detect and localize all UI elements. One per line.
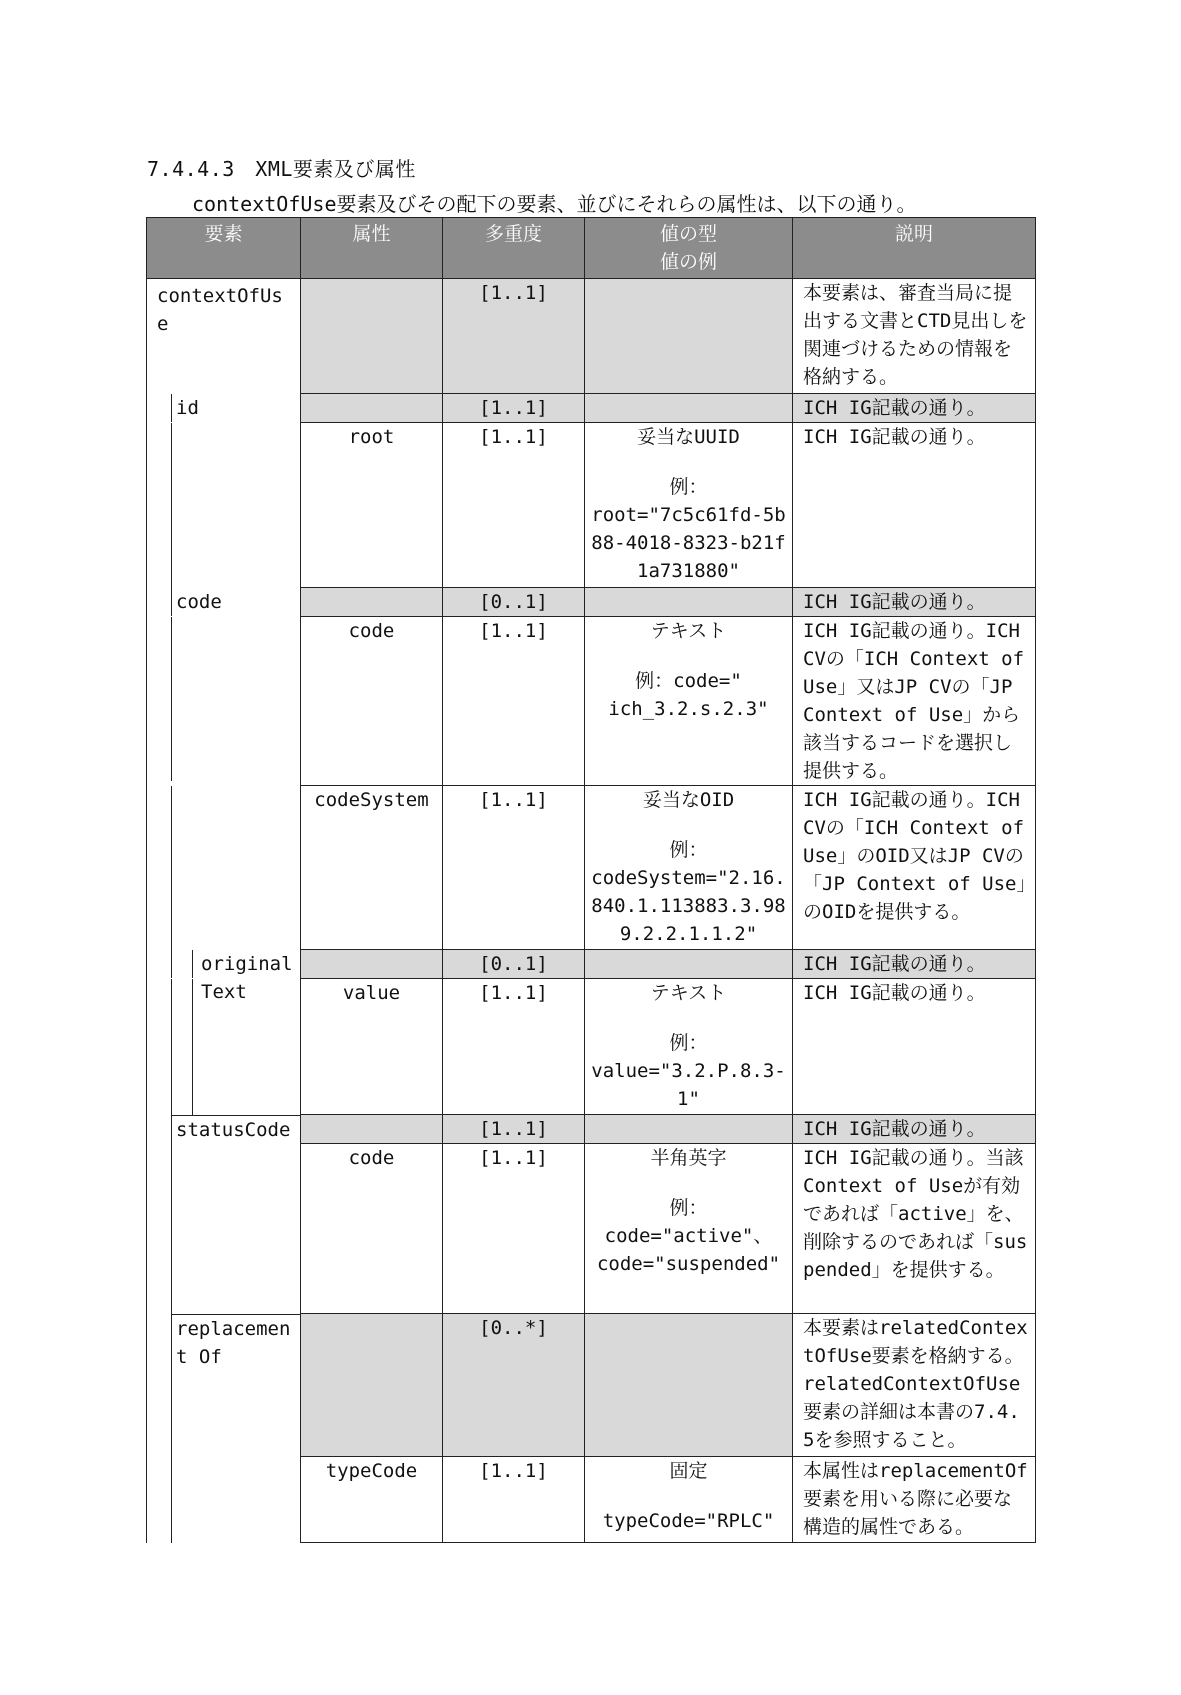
element-name: original Text [192,950,300,978]
header-multiplicity: 多重度 [443,218,585,279]
description-cell: ICH IG記載の通り。 [793,588,1036,617]
value-type: 妥当なOID [642,789,735,811]
value-type: テキスト [650,620,727,642]
element-name: replacement Of [171,1314,300,1457]
header-value-type: 値の型 値の例 [585,218,793,279]
header-description: 説明 [793,218,1036,279]
attribute-cell: code [301,617,443,786]
attribute-cell: value [301,979,443,1115]
multiplicity-cell: [1..1] [443,394,585,423]
value-type-cell [585,617,793,786]
multiplicity-cell: [1..1] [443,1457,585,1543]
table-row [147,1115,1036,1144]
table-row [147,950,1036,979]
attribute-cell [301,1314,443,1457]
intro-text: contextOfUse要素及びその配下の要素、並びにそれらの属性は、以下の通り。 [192,192,917,216]
value-type-cell [585,950,793,979]
element-name: statusCode [171,1115,300,1144]
value-type-cell [585,1457,793,1543]
description-cell: 本要素は、審査当局に提出する文書とCTD見出しを関連づけるための情報を格納する。 [793,279,1036,394]
element-cell [147,394,301,423]
value-type: 妥当なUUID [637,426,740,448]
value-type-cell [585,1144,793,1314]
table-row [147,979,1036,1115]
element-cell [147,1115,301,1144]
multiplicity-cell: [1..1] [443,979,585,1115]
multiplicity-cell: [1..1] [443,423,585,588]
value-type: 固定 [669,1460,708,1482]
table-row [147,1457,1036,1543]
table-row [147,617,1036,786]
value-type-cell [585,1115,793,1144]
value-type-cell [585,279,793,394]
element-name: id [171,394,300,422]
description-cell: ICH IG記載の通り。 [793,423,1036,588]
value-type-cell [585,394,793,423]
multiplicity-cell: [0..1] [443,950,585,979]
section-heading: 7.4.4.3 XML要素及び属性 [147,157,416,181]
value-example: typeCode="RPLC" [602,1510,775,1532]
multiplicity-cell: [1..1] [443,279,585,394]
description-cell: ICH IG記載の通り。 [793,950,1036,979]
value-type-cell [585,423,793,588]
element-name: code [171,588,300,616]
element-cell [147,1314,301,1457]
description-cell: ICH IG記載の通り。ICH CVの「ICH Context of Use」又はJP CVの「JP Context of Use」から該当するコードを選択し提供する。 [793,617,1036,786]
multiplicity-cell: [1..1] [443,786,585,950]
value-example: 例： codeSystem="2.16.840.1.113883.3.989.2.2.1.1.2" [591,839,786,945]
value-example: 例： root="7c5c61fd-5b88-4018-8323-b21f1a731880" [591,476,786,582]
table-row [147,786,1036,950]
element-cell [147,1144,301,1314]
attribute-cell [301,1115,443,1144]
attribute-cell: code [301,1144,443,1314]
multiplicity-cell: [0..*] [443,1314,585,1457]
table-row [147,588,1036,617]
description-cell: ICH IG記載の通り。 [793,1115,1036,1144]
multiplicity-cell: [1..1] [443,617,585,786]
attribute-cell [301,950,443,979]
element-cell [147,617,301,786]
description-cell: ICH IG記載の通り。ICH CVの「ICH Context of Use」のOID又はJP CVの「JP Context of Use」のOIDを提供する。 [793,786,1036,950]
attribute-cell [301,394,443,423]
value-type: テキスト [650,982,727,1004]
description-cell: 本要素はrelatedContextOfUse要素を格納する。relatedContextOfUse要素の詳細は本書の7.4.5を参照すること。 [793,1314,1036,1457]
value-example: 例： value="3.2.P.8.3-1" [591,1032,786,1110]
element-cell [147,588,301,617]
table-row [147,279,1036,394]
nesting-line [171,423,300,588]
attribute-cell: root [301,423,443,588]
attribute-cell [301,279,443,394]
attribute-cell [301,588,443,617]
table-row [147,1314,1036,1457]
description-cell: ICH IG記載の通り。当該Context of Useが有効であれば「active」を、削除するのであれば「suspended」を提供する。 [793,1144,1036,1314]
table-row [147,1144,1036,1314]
element-cell [147,423,301,588]
nesting-line [171,617,300,781]
value-example: 例：code=" ich_3.2.s.2.3" [608,670,769,720]
description-cell: ICH IG記載の通り。 [793,979,1036,1115]
multiplicity-cell: [0..1] [443,588,585,617]
multiplicity-cell: [1..1] [443,1144,585,1314]
attribute-cell: codeSystem [301,786,443,950]
attribute-cell: typeCode [301,1457,443,1543]
value-type: 半角英字 [650,1147,727,1169]
table-header-row [147,218,1036,279]
element-cell [147,786,301,950]
nesting-line [171,950,300,1003]
description-cell: ICH IG記載の通り。 [793,394,1036,423]
element-cell [147,950,301,1003]
description-cell: 本属性はreplacementOf要素を用いる際に必要な構造的属性である。 [793,1457,1036,1543]
value-type-cell [585,588,793,617]
value-type-cell [585,786,793,950]
nesting-line [171,1457,300,1543]
element-cell [147,1457,301,1543]
nesting-line [171,1144,300,1314]
xml-elements-table [146,217,1036,1543]
table-row [147,423,1036,588]
value-example: 例： code="active"、 code="suspended" [596,1197,781,1275]
header-element: 要素 [147,218,301,279]
nesting-line [171,786,300,950]
header-attribute: 属性 [301,218,443,279]
element-cell: contextOfUse [147,279,301,394]
multiplicity-cell: [1..1] [443,1115,585,1144]
value-type-cell [585,1314,793,1457]
value-type-cell [585,979,793,1115]
table-row [147,394,1036,423]
